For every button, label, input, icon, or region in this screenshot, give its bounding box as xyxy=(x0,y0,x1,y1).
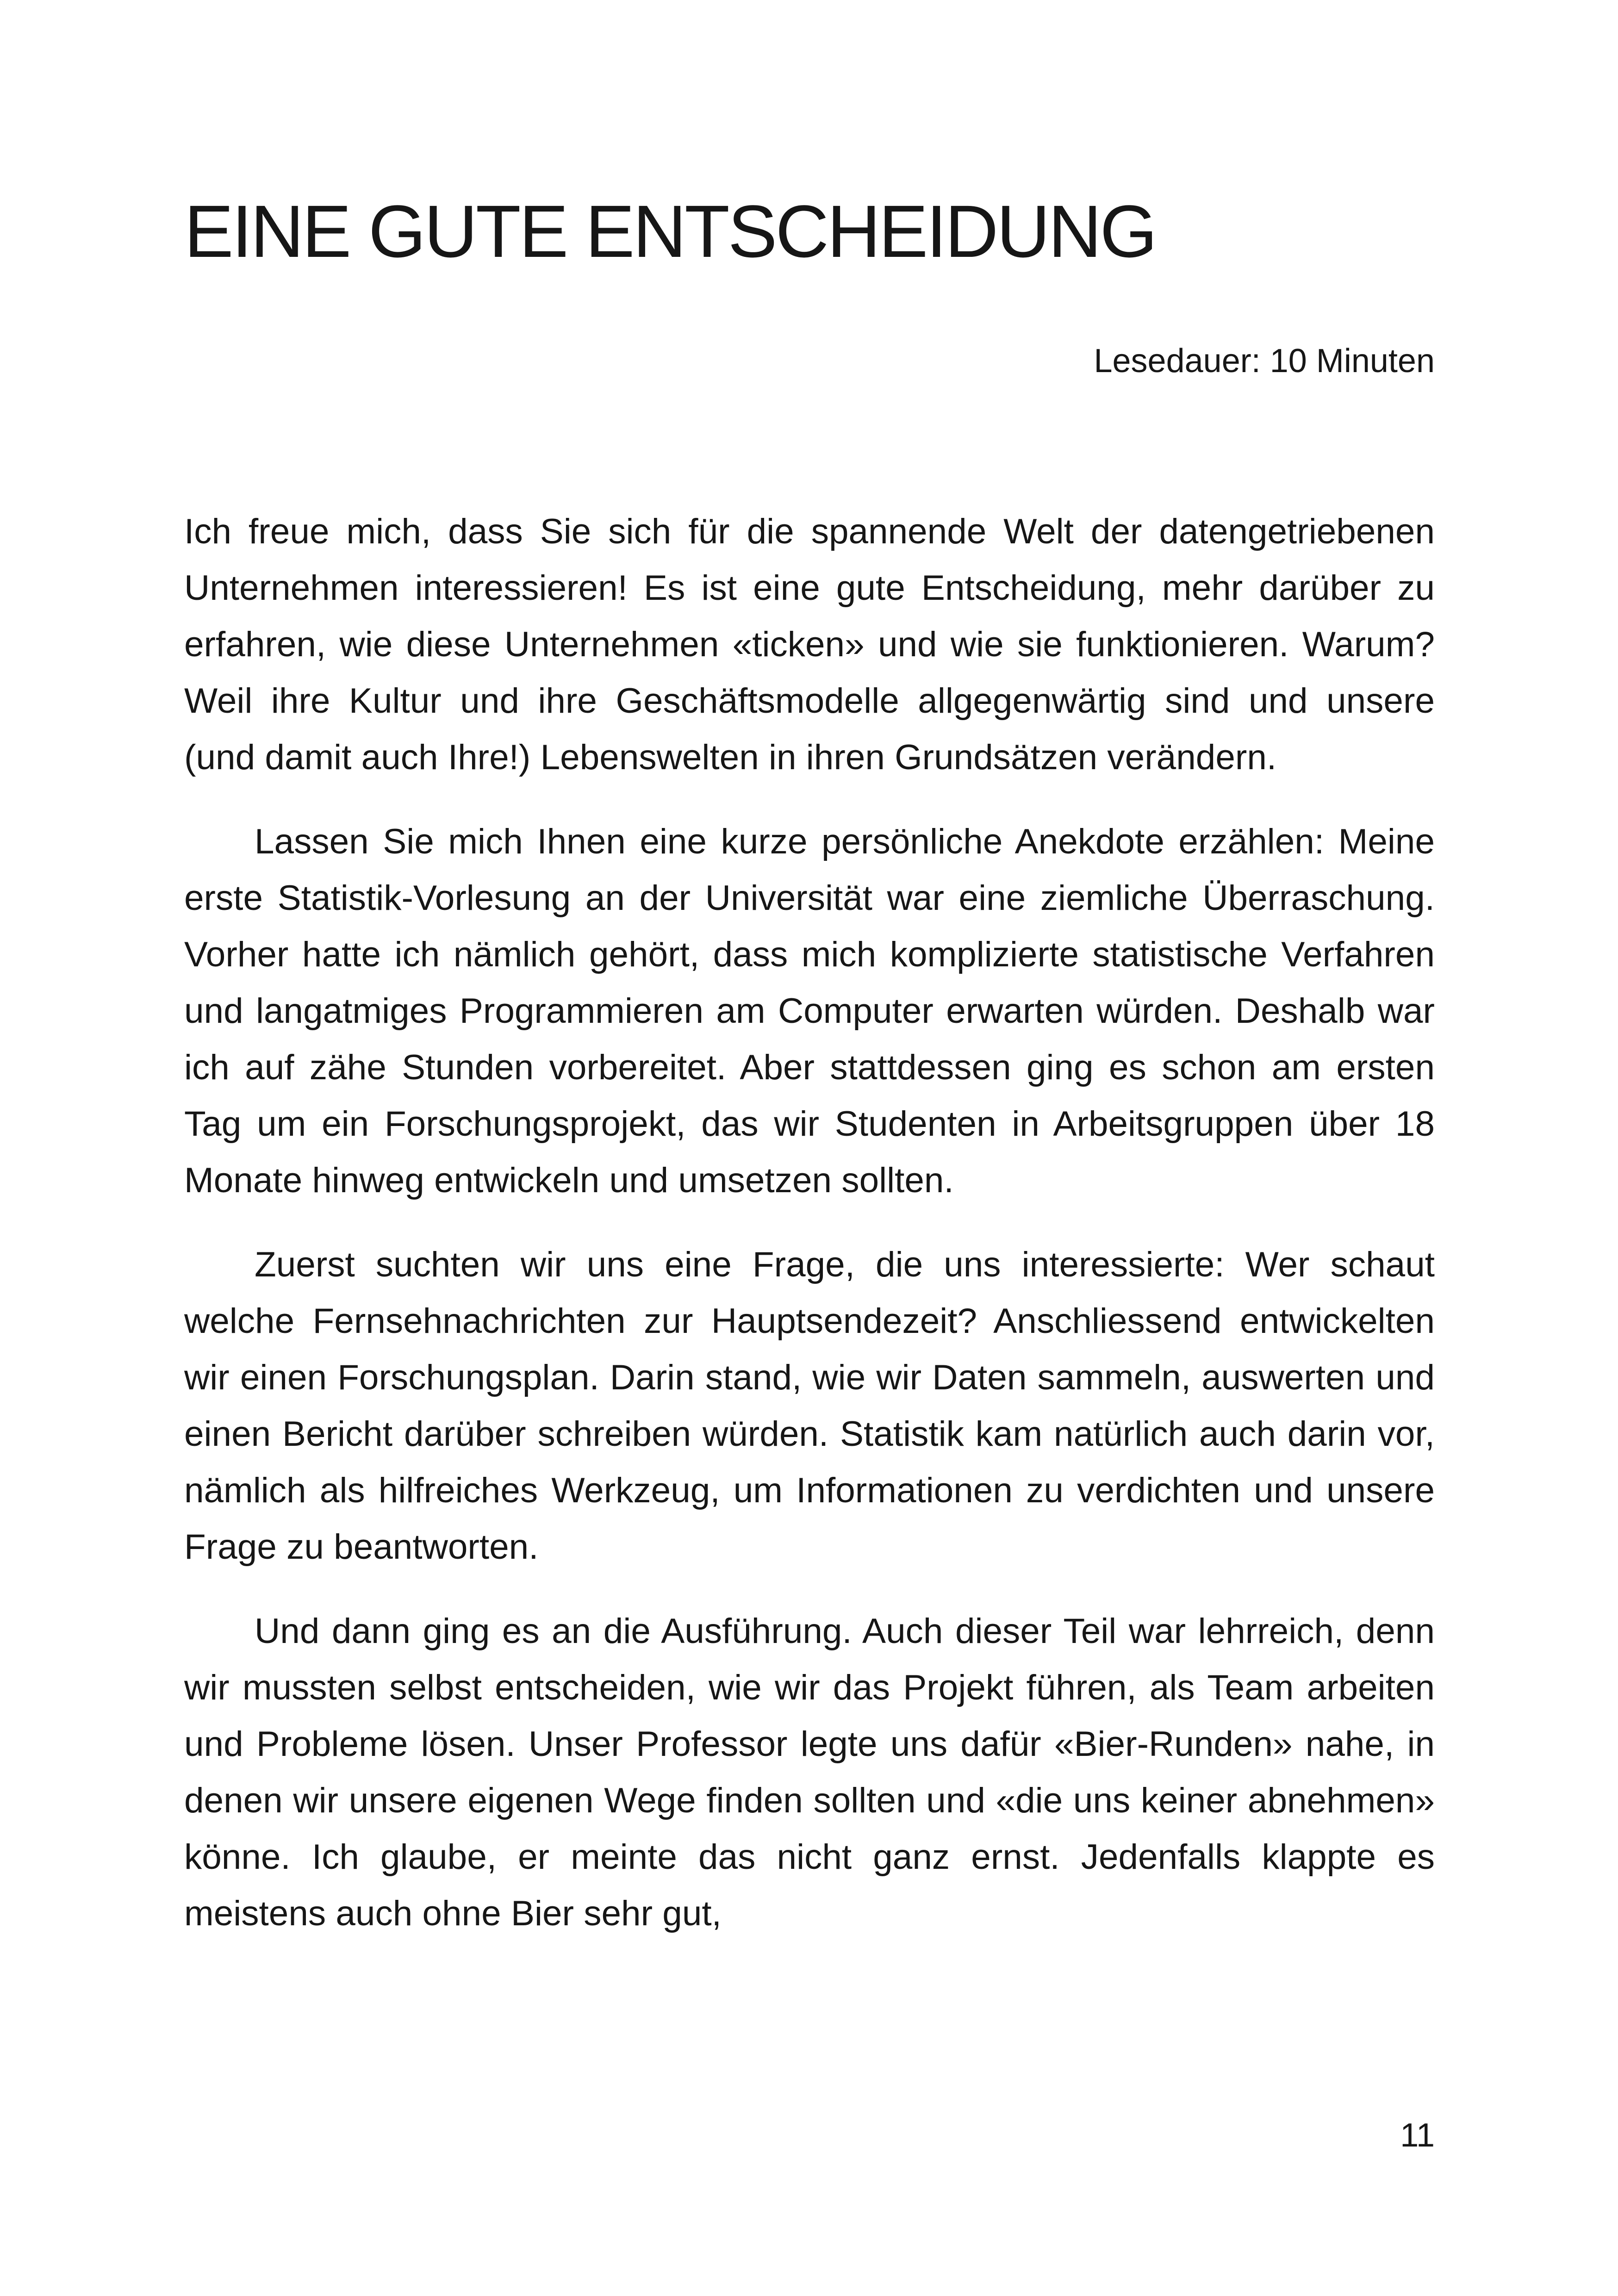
reading-time: Lesedauer: 10 Minuten xyxy=(1094,342,1435,380)
body-text xyxy=(184,504,1435,1970)
paragraph: Und dann ging es an die Ausführung. Auch dieser Teil war lehrreich, denn wir mussten selbst entscheiden, wie wir das Projekt führen, als Team arbeiten und Probleme lösen. Unser Professor legte uns dafür «Bier-Runden» nahe, in denen wir unsere eigenen Wege finden sollten und «die uns keiner abnehmen» könne. Ich glaube, er meinte das nicht ganz ernst. Jedenfalls klappte es meistens auch ohne Bier sehr gut, xyxy=(184,1612,1435,1933)
paragraph: Lassen Sie mich Ihnen eine kurze persönliche Anekdote erzählen: Meine erste Statistik-Vorlesung an der Universität war eine ziemliche Überraschung. Vorher hatte ich nämlich gehört, dass mich komplizierte statistische Verfahren und langatmiges Programmieren am Computer erwarten würden. Deshalb war ich auf zähe Stunden vorbereitet. Aber stattdessen ging es schon am ersten Tag um ein Forschungsprojekt, das wir Studenten in Arbeitsgruppen über 18 Monate hinweg entwickeln und umsetzen sollten. xyxy=(184,822,1435,1200)
page-number: 11 xyxy=(1400,2117,1435,2154)
chapter-title: EINE GUTE ENTSCHEIDUNG xyxy=(184,190,1156,273)
paragraph: Ich freue mich, dass Sie sich für die spannende Welt der datengetriebenen Unternehmen interessieren! Es ist eine gute Entscheidung, mehr darüber zu erfahren, wie diese Unternehmen «ticken» und wie sie funktionieren. Warum? Weil ihre Kultur und ihre Geschäftsmodelle allgegenwärtig sind und unsere (und damit auch Ihre!) Lebenswelten in ihren Grundsätzen verändern. xyxy=(184,512,1435,777)
paragraph: Zuerst suchten wir uns eine Frage, die uns interessierte: Wer schaut welche Fernsehnachrichten zur Hauptsendezeit? Anschliessend entwickelten wir einen Forschungsplan. Darin stand, wie wir Daten sammeln, auswerten und einen Bericht darüber schreiben würden. Statistik kam natürlich auch darin vor, nämlich als hilfreiches Werkzeug, um Informationen zu verdichten und unsere Frage zu beantworten. xyxy=(184,1245,1435,1567)
